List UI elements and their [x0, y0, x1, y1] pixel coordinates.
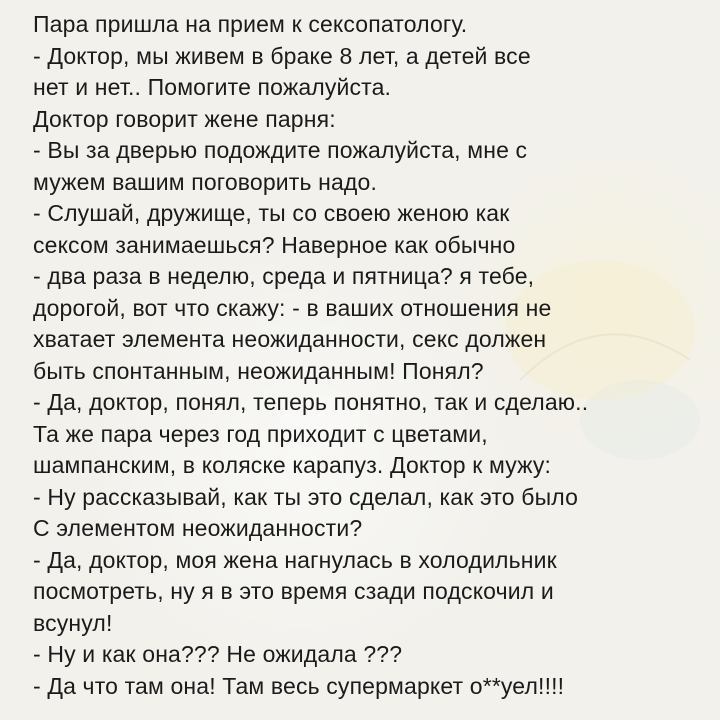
text-line: - Да, доктор, понял, теперь понятно, так и сделаю..: [33, 389, 589, 415]
text-line: - Да, доктор, моя жена нагнулась в холодильник: [33, 546, 557, 573]
text-line: Доктор говорит жене парня:: [33, 105, 336, 132]
text-line: дорогой, вот что скажу: - в ваших отношения не: [33, 294, 552, 321]
text-line: быть спонтанным, неожиданным! Понял?: [33, 357, 484, 384]
text-line: мужем вашим поговорить надо.: [33, 168, 377, 195]
text-line: всунул!: [33, 609, 113, 636]
text-line: хватает элемента неожиданности, секс должен: [33, 326, 547, 352]
text-line: сексом занимаешься? Наверное как обычно: [33, 231, 516, 258]
text-line: - Доктор, мы живем в браке 8 лет, а детей все: [33, 42, 531, 69]
text-line: - Вы за дверью подождите пожалуйста, мне с: [33, 137, 528, 163]
text-line: посмотреть, ну я в это время сзади подскочил и: [33, 578, 554, 604]
joke-text: [33, 9, 720, 702]
text-line: - Слушай, дружище, ты со своею женою как: [33, 200, 510, 226]
text-line: шампанским, в коляске карапуз. Доктор к мужу:: [33, 452, 552, 478]
text-line: - Ну и как она??? Не ожидала ???: [33, 641, 403, 667]
text-line: - два раза в неделю, среда и пятница? я тебе,: [33, 263, 535, 289]
text-line: - Ну рассказывай, как ты это сделал, как это было: [33, 483, 579, 510]
text-line: нет и нет.. Помогите пожалуйста.: [33, 74, 392, 100]
text-line: Пара пришла на прием к сексопатологу.: [33, 11, 468, 37]
text-line: Та же пара через год приходит с цветами,: [33, 420, 488, 447]
text-line: С элементом неожиданности?: [33, 515, 363, 541]
text-line: - Да что там она! Там весь супермаркет о**уел!!!!: [33, 672, 565, 699]
